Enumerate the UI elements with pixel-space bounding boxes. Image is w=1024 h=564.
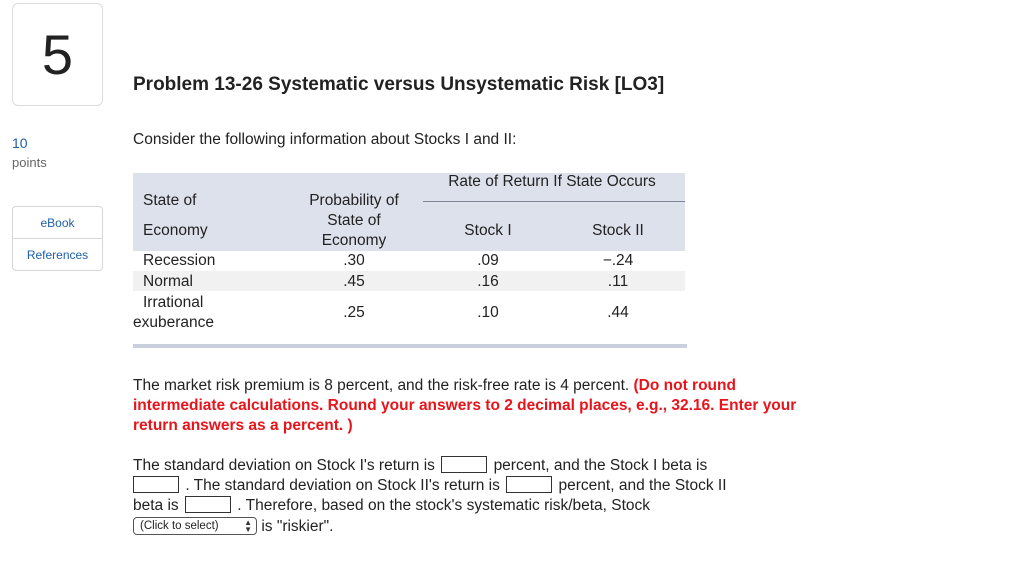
resource-buttons [12, 206, 103, 271]
answer-text-1b: percent, and the Stock I beta is [493, 457, 708, 474]
row-normal-prob: .45 [343, 273, 365, 290]
problem-title: Problem 13-26 Systematic versus Unsystematic Risk [LO3] [133, 74, 665, 95]
answer-text-3a: beta is [133, 497, 179, 514]
stock2-beta-input[interactable] [185, 496, 231, 513]
question-number: 5 [41, 23, 74, 86]
answer-text-2b: percent, and the Stock II [558, 477, 727, 494]
row-recession-prob: .30 [343, 252, 365, 269]
answer-text-2a: . The standard deviation on Stock II's return is [185, 477, 500, 494]
header-prob-line2: State of [327, 212, 381, 229]
row-exuberance-prob: .25 [343, 304, 365, 321]
answer-line-4 [133, 517, 817, 537]
row-exuberance-state-line1: Irrational [143, 294, 204, 311]
answer-text-1a: The standard deviation on Stock I's return is [133, 457, 435, 474]
question-number-box [12, 3, 103, 106]
answer-text-3b: . Therefore, based on the stock's systematic risk/beta, Stock [237, 497, 651, 514]
row-normal-state: Normal [143, 273, 193, 290]
row-recession-state: Recession [143, 252, 216, 269]
select-updown-icon: ▲ ▼ [244, 517, 252, 534]
header-stock-2: Stock II [592, 222, 644, 239]
references-button[interactable]: References [13, 238, 102, 270]
returns-table [133, 173, 687, 349]
instructions-text: The market risk premium is 8 percent, and the risk-free rate is 4 percent. [133, 377, 630, 394]
table-bottom-rule [133, 344, 687, 348]
stock1-beta-input[interactable] [133, 476, 179, 493]
header-stock-1: Stock I [464, 222, 512, 239]
header-divider [423, 201, 685, 202]
stock1-std-dev-input[interactable] [441, 456, 487, 473]
header-state-line1: State of [143, 192, 197, 209]
header-prob-line3: Economy [321, 232, 387, 249]
row-normal-stock2: .11 [607, 273, 629, 290]
row-normal-stock1: .16 [477, 273, 499, 290]
row-exuberance-stock2: .44 [607, 304, 629, 321]
row-exuberance-state-line2: exuberance [133, 314, 215, 331]
header-rate-of-return: Rate of Return If State Occurs [448, 173, 656, 190]
answer-text-4b: is "riskier". [261, 518, 334, 535]
problem-intro: Consider the following information about Stocks I and II: [133, 131, 517, 148]
points-label: points [12, 155, 47, 170]
header-prob-line1: Probability of [309, 192, 399, 209]
answer-line-1 [133, 456, 817, 476]
points-value: 10 [12, 135, 28, 151]
instructions [133, 376, 817, 436]
riskier-stock-select[interactable] [133, 517, 257, 535]
answer-line-3 [133, 496, 817, 516]
answer-line-2 [133, 476, 817, 496]
row-recession-stock1: .09 [477, 252, 499, 269]
row-exuberance-stock1: .10 [477, 304, 499, 321]
ebook-button[interactable]: eBook [40, 215, 75, 230]
instructions-rounding-note: (Do not round intermediate calculations. Round your answers to 2 decimal places, e.g., 32.16. Enter your return answers as a percent. ) [133, 377, 797, 434]
riskier-stock-select-value: (Click to select) [140, 519, 219, 532]
stock2-std-dev-input[interactable] [506, 476, 552, 493]
row-recession-stock2: −.24 [602, 252, 634, 269]
header-state-line2: Economy [143, 222, 208, 239]
